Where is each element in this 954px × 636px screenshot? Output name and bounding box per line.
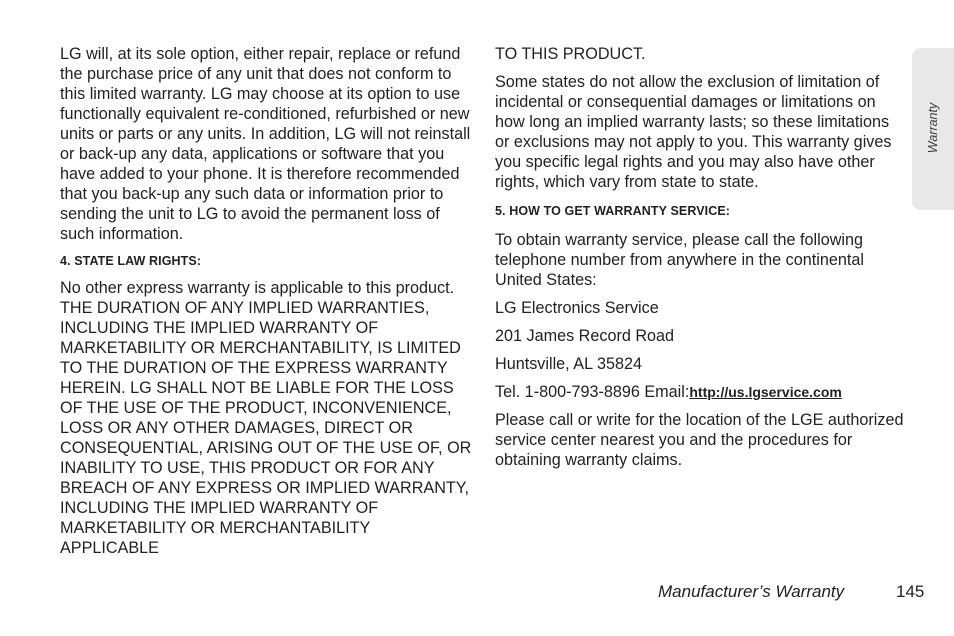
paragraph-to-this-product: TO THIS PRODUCT. (495, 45, 646, 63)
address-street: 201 James Record Road (495, 327, 675, 345)
page-number: 145 (896, 582, 925, 601)
heading-warranty-service: 5. HOW TO GET WARRANTY SERVICE: (495, 204, 731, 218)
address-company: LG Electronics Service (495, 299, 659, 317)
footer-title: Manufacturer’s Warranty (658, 582, 845, 601)
address-city: Huntsville, AL 35824 (495, 355, 642, 373)
contact-line (495, 382, 907, 402)
left-column (60, 44, 472, 566)
paragraph-call-or-write: Please call or write for the location of the LGE authorized service center nearest you and the procedures for obtaining warranty claims. (495, 411, 904, 469)
heading-state-law-rights: 4. STATE LAW RIGHTS: (60, 254, 202, 268)
section-tab-label: Warranty (926, 102, 940, 154)
paragraph-obtain-service: To obtain warranty service, please call the following telephone number from anywhere in the continental United States: (495, 231, 864, 289)
right-column (495, 44, 907, 478)
service-website-link[interactable]: http://us.lgservice.com (689, 384, 842, 400)
telephone-email-label: Tel. 1-800-793-8896 Email: (495, 383, 690, 401)
paragraph-repair-replace: LG will, at its sole option, either repair, replace or refund the purchase price of any unit that does not conform to this limited warranty. LG may choose at its option to use functionally equivalent re-conditioned, refurbished or new units or parts or any units. In addition, LG will not reinstall or back-up any data, applications or software that you have added to your phone. It is therefore recommended that you back-up any such data or information prior to sending the unit to LG to avoid the permanent loss of such information. (60, 45, 471, 243)
paragraph-implied-warranties: No other express warranty is applicable to this product. THE DURATION OF ANY IMPLIED WARRANTIES, INCLUDING THE IMPLIED WARRANTY OF MARKETABILITY OR MERCHANTABILITY, IS LIMITED TO THE DURATION OF THE EXPRESS WARRANTY HEREIN. LG SHALL NOT BE LIABLE FOR THE LOSS OF THE USE OF THE PRODUCT, INCONVENIENCE, LOSS OR ANY OTHER DAMAGES, DIRECT OR CONSEQUENTIAL, ARISING OUT OF THE USE OF, OR INABILITY TO USE, THIS PRODUCT OR FOR ANY BREACH OF ANY EXPRESS OR IMPLIED WARRANTY, INCLUDING THE IMPLIED WARRANTY OF MARKETABILITY OR MERCHANTABILITY APPLICABLE (60, 279, 472, 557)
paragraph-state-exclusions: Some states do not allow the exclusion of limitation of incidental or consequential damages or limitations on how long an implied warranty lasts; so these limitations or exclusions may not apply to you. This warranty gives you specific legal rights and you may also have other rights, which vary from state to state. (495, 73, 892, 191)
